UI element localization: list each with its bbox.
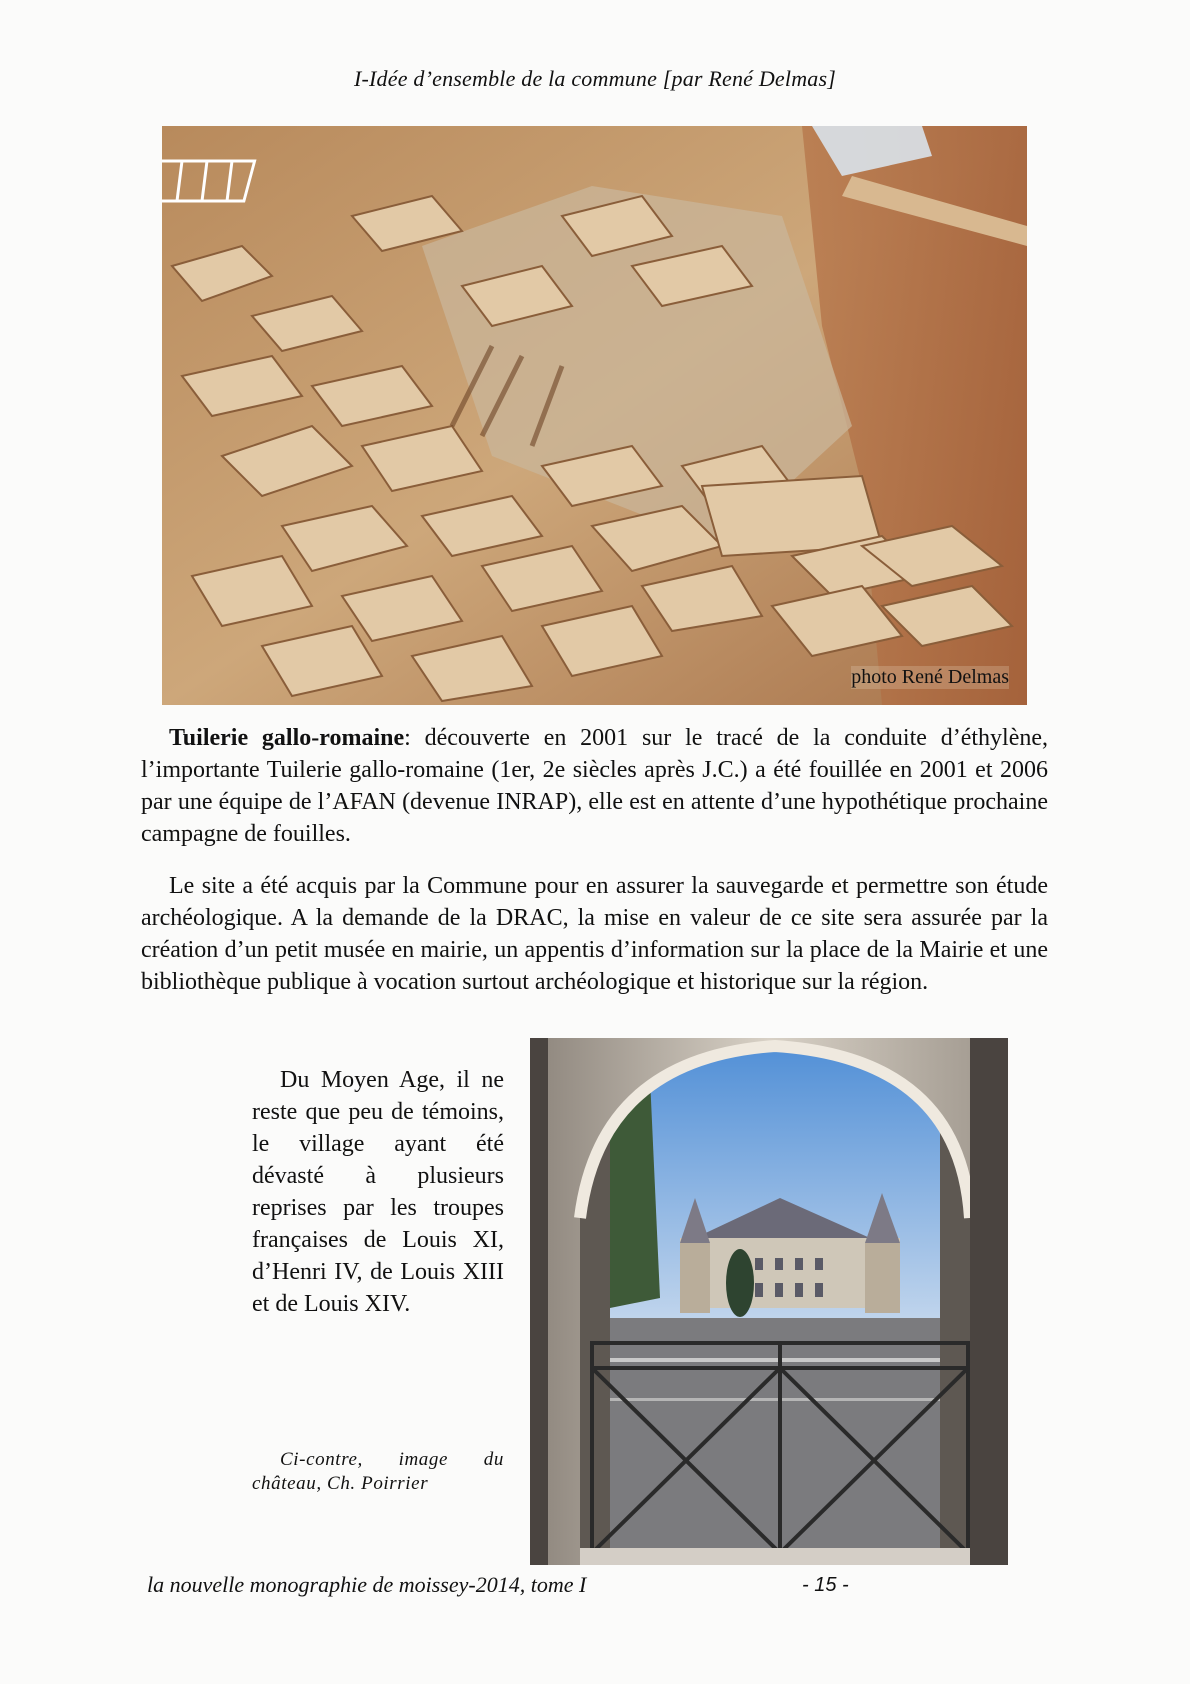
footer-book-title: la nouvelle monographie de moissey-2014, tome I xyxy=(147,1572,587,1597)
excavation-photo xyxy=(162,126,1027,705)
photo-caption-text: Ci-contre, image du château, Ch. Poirrier xyxy=(252,1449,504,1494)
sidebar-text xyxy=(252,1064,504,1320)
photo-credit: photo René Delmas xyxy=(851,666,1009,688)
sidebar-text-body: Du Moyen Age, il ne reste que peu de témoins, le village ayant été dévasté à plusieurs reprises par les troupes françaises de Louis XI, d’Henri IV, de Louis XIII et de Louis XIV. xyxy=(252,1067,504,1317)
paragraph-site-text: Le site a été acquis par la Commune pour en assurer la sauvegarde et permettre son étude archéologique. A la demande de la DRAC, la mise en valeur de ce site sera assurée par la création d’un petit musée en mairie, un appentis d’information sur la place de la Mairie et une bibliothèque publique à vocation surtout archéologique et historique sur la région. xyxy=(141,873,1048,995)
paragraph-tuilerie-text: : découverte en 2001 sur le tracé de la conduite d’éthylène, l’importante Tuilerie gallo-romaine (1er, 2e siècles après J.C.) a été fouillée en 2001 et 2006 par une équipe de l’AFAN (devenue INRAP), elle est en attente d’une hypothétique prochaine campagne de fouilles. xyxy=(141,725,1048,847)
paragraph-tuilerie xyxy=(141,722,1048,850)
paragraph-site xyxy=(141,870,1048,998)
photo-caption xyxy=(252,1448,504,1496)
paragraph-tuilerie-term: Tuilerie gallo-romaine xyxy=(169,725,405,751)
footer-page-number: - 15 - xyxy=(802,1574,849,1596)
excavation-photo-image xyxy=(162,126,1027,705)
running-header: I-Idée d’ensemble de la commune [par René Delmas] xyxy=(353,66,837,91)
chateau-photo-image xyxy=(530,1038,1008,1565)
chateau-photo xyxy=(530,1038,1008,1565)
